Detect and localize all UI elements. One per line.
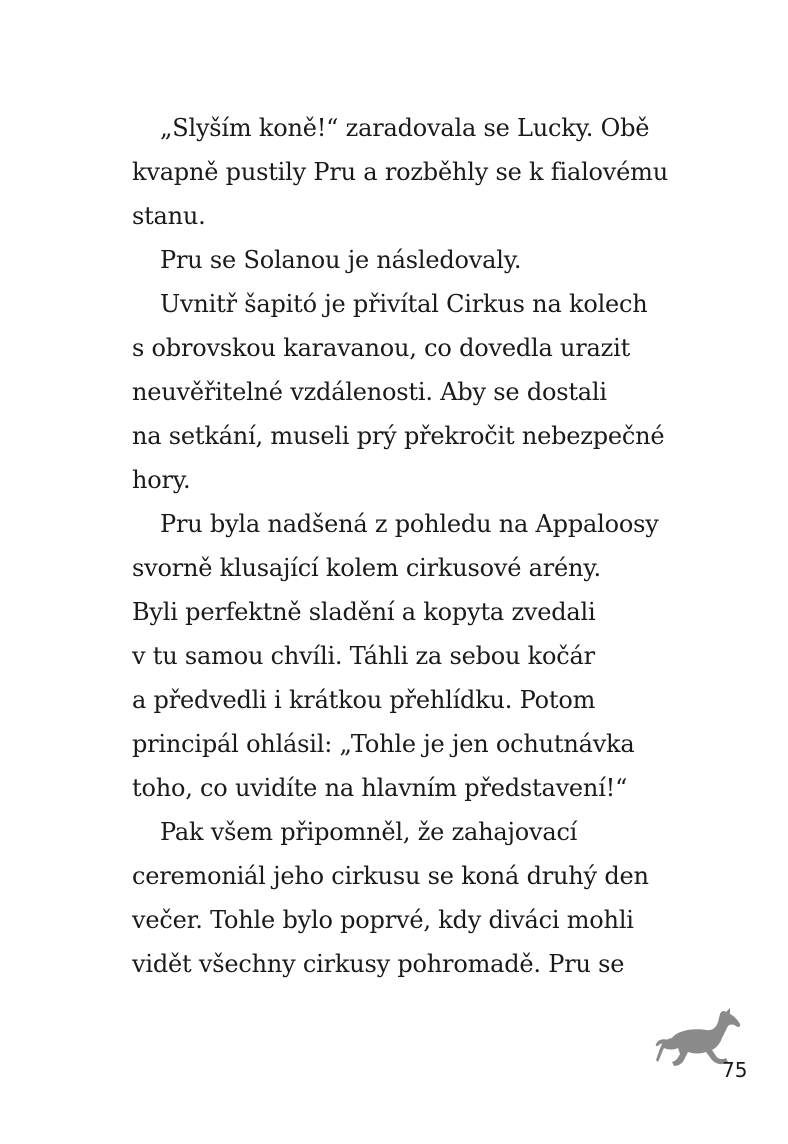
text-line: toho, co uvidíte na hlavním představení!“ [132, 774, 628, 802]
text-line: v tu samou chvíli. Táhli za sebou kočár [132, 642, 595, 670]
text-line: Pak všem připomněl, že zahajovací [160, 818, 578, 846]
text-line: „Slyším koně!“ zaradovala se Lucky. Obě [160, 114, 650, 142]
text-line: a předvedli i krátkou přehlídku. Potom [132, 686, 596, 714]
text-line: večer. Tohle bylo poprvé, kdy diváci mohli [132, 906, 634, 934]
text-line: stanu. [132, 202, 206, 230]
text-line: na setkání, museli prý překročit nebezpečné [132, 422, 665, 450]
text-line: hory. [132, 466, 191, 494]
text-line: vidět všechny cirkusy pohromadě. Pru se [132, 950, 625, 978]
text-line: s obrovskou karavanou, co dovedla urazit [132, 334, 631, 362]
page-number: 75 [722, 1058, 748, 1082]
text-line: kvapně pustily Pru a rozběhly se k fialovému [132, 158, 668, 186]
text-line: ceremoniál jeho cirkusu se koná druhý den [132, 862, 649, 890]
text-line: principál ohlásil: „Tohle je jen ochutnávka [132, 730, 635, 758]
body-text [132, 106, 692, 986]
text-line: neuvěřitelné vzdálenosti. Aby se dostali [132, 378, 607, 406]
text-line: Pru se Solanou je následovaly. [160, 246, 522, 274]
text-line: svorně klusající kolem cirkusové arény. [132, 554, 601, 582]
text-line: Pru byla nadšená z pohledu na Appaloosy [160, 510, 659, 538]
text-line: Uvnitř šapitó je přivítal Cirkus na kolech [160, 290, 648, 318]
text-line: Byli perfektně sladění a kopyta zvedali [132, 598, 596, 626]
